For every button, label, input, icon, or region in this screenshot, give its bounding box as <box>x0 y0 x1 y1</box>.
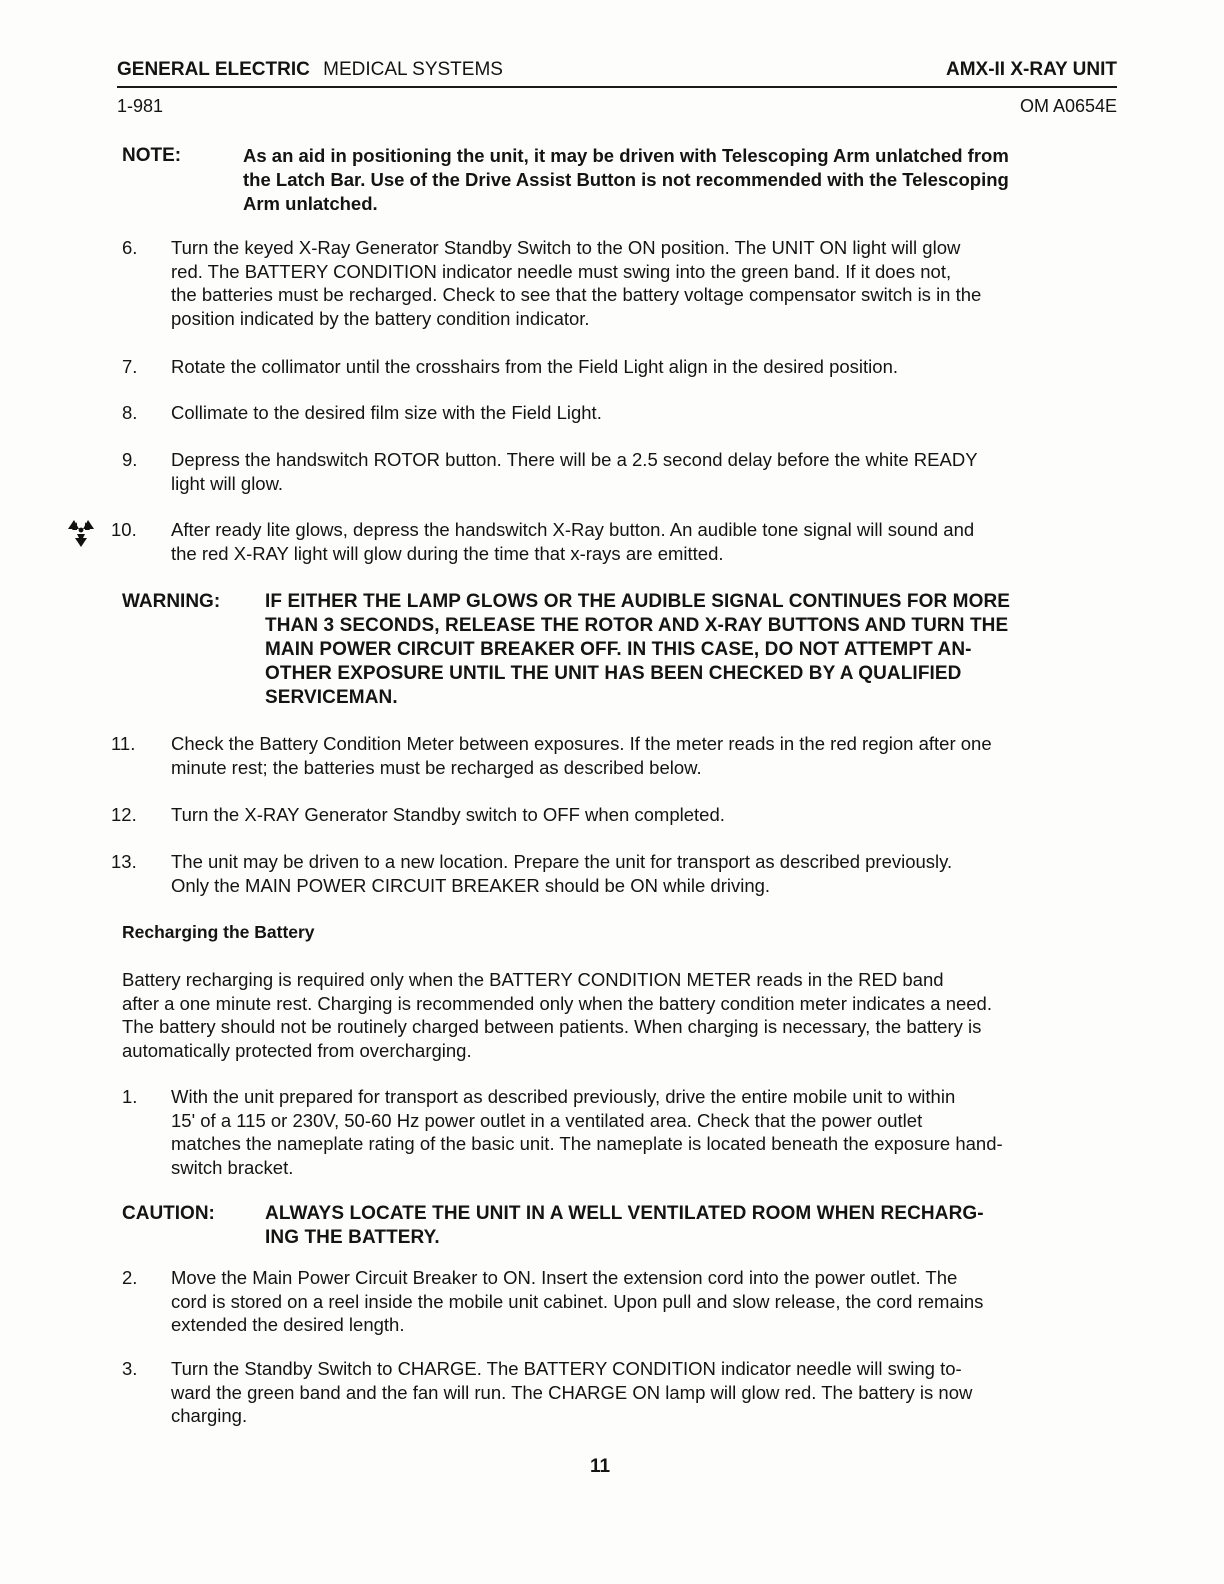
step-text <box>171 732 1121 779</box>
product-name: AMX-II X-RAY UNIT <box>945 59 1117 80</box>
warning-text <box>265 590 1115 710</box>
division-name: MEDICAL SYSTEMS <box>323 59 503 80</box>
step-text <box>171 355 1121 379</box>
text-line: cord is stored on a reel inside the mobile unit cabinet. Upon pull and slow release, the cord remains <box>171 1290 984 1312</box>
step-number: 12. <box>111 804 137 825</box>
step-number: 2. <box>122 1267 138 1288</box>
text-line: The unit may be driven to a new location. Prepare the unit for transport as described previously. <box>171 851 953 872</box>
text-line: Turn the Standby Switch to CHARGE. The BATTERY CONDITION indicator needle will swing to- <box>171 1358 962 1379</box>
text-line: After ready lite glows, depress the handswitch X-Ray button. An audible tone signal will sound and <box>171 519 975 540</box>
warning-label: WARNING: <box>122 591 221 612</box>
text-line: As an aid in positioning the unit, it may be driven with Telescoping Arm unlatched from <box>243 145 1009 166</box>
text-line: Collimate to the desired film size with the Field Light. <box>171 402 602 423</box>
step-number: 6. <box>122 237 138 258</box>
text-line: switch bracket. <box>171 1156 294 1178</box>
page-number: 11 <box>590 1456 611 1477</box>
text-line: Check the Battery Condition Meter between exposures. If the meter reads in the red region after one <box>171 733 992 754</box>
text-line: The battery should not be routinely charged between patients. When charging is necessary, the battery is <box>122 1016 982 1037</box>
step-text <box>171 401 1121 425</box>
text-line: Battery recharging is required only when the BATTERY CONDITION METER reads in the RED band <box>122 969 944 990</box>
text-line: Turn the X-RAY Generator Standby switch to OFF when completed. <box>171 804 725 825</box>
radiation-trefoil-icon <box>68 516 110 550</box>
text-line: ALWAYS LOCATE THE UNIT IN A WELL VENTILATED ROOM WHEN RECHARG- <box>265 1203 984 1224</box>
step-text <box>171 518 1121 565</box>
text-line: light will glow. <box>171 472 284 494</box>
text-line: matches the nameplate rating of the basic unit. The nameplate is located beneath the exposure hand- <box>171 1133 1003 1154</box>
text-line: Rotate the collimator until the crosshairs from the Field Light align in the desired position. <box>171 356 899 377</box>
text-line: position indicated by the battery condition indicator. <box>171 307 590 329</box>
step-number: 3. <box>122 1358 138 1379</box>
text-line: the batteries must be recharged. Check to see that the battery voltage compensator switch is in the <box>171 284 982 305</box>
text-line: ING THE BATTERY. <box>265 1227 440 1248</box>
text-line: SERVICEMAN. <box>265 687 398 708</box>
header-rule <box>117 86 1117 88</box>
text-line: automatically protected from overcharging. <box>122 1039 472 1061</box>
section-paragraph <box>122 968 1122 1062</box>
text-line: Only the MAIN POWER CIRCUIT BREAKER should be ON while driving. <box>171 874 771 896</box>
section-heading: Recharging the Battery <box>122 922 315 942</box>
caution-label: CAUTION: <box>122 1203 215 1224</box>
text-line: With the unit prepared for transport as described previously, drive the entire mobile unit to within <box>171 1086 956 1107</box>
step-number: 7. <box>122 356 138 377</box>
text-line: extended the desired length. <box>171 1314 405 1335</box>
doc-number: OM A0654E <box>1019 96 1117 116</box>
step-number: 10. <box>111 519 137 540</box>
text-line: the red X-RAY light will glow during the time that x-rays are emitted. <box>171 542 724 564</box>
text-line: ward the green band and the fan will run. The CHARGE ON lamp will glow red. The battery is now <box>171 1381 973 1403</box>
text-line: IF EITHER THE LAMP GLOWS OR THE AUDIBLE SIGNAL CONTINUES FOR MORE <box>265 591 1011 612</box>
step-number: 13. <box>111 851 137 872</box>
step-text <box>171 850 1121 897</box>
step-number: 11. <box>111 733 136 754</box>
text-line: Move the Main Power Circuit Breaker to ON. Insert the extension cord into the power outlet. The <box>171 1267 958 1288</box>
text-line: THAN 3 SECONDS, RELEASE THE ROTOR AND X-RAY BUTTONS AND TURN THE <box>265 615 1009 636</box>
text-line: Turn the keyed X-Ray Generator Standby Switch to the ON position. The UNIT ON light will glow <box>171 237 961 258</box>
text-line: Depress the handswitch ROTOR button. There will be a 2.5 second delay before the white READY <box>171 449 978 470</box>
text-line: minute rest; the batteries must be recharged as described below. <box>171 756 702 778</box>
text-line: OTHER EXPOSURE UNTIL THE UNIT HAS BEEN CHECKED BY A QUALIFIED <box>265 663 962 684</box>
text-line: charging. <box>171 1405 248 1426</box>
step-number: 8. <box>122 402 138 423</box>
step-text <box>171 803 1121 827</box>
step-text <box>171 1266 1121 1337</box>
note-text <box>243 144 1103 216</box>
step-text <box>171 448 1121 495</box>
step-number: 9. <box>122 449 138 470</box>
text-line: red. The BATTERY CONDITION indicator needle must swing into the green band. If it does not, <box>171 260 952 282</box>
step-text <box>171 1357 1121 1428</box>
caution-text <box>265 1202 1115 1250</box>
text-line: after a one minute rest. Charging is recommended only when the battery condition meter indicates a need. <box>122 992 992 1014</box>
text-line: Arm unlatched. <box>243 193 378 214</box>
step-text <box>171 236 1121 330</box>
date-code: 1-981 <box>117 96 164 116</box>
note-label: NOTE: <box>122 145 182 166</box>
step-number: 1. <box>122 1086 138 1107</box>
text-line: the Latch Bar. Use of the Drive Assist Button is not recommended with the Telescoping <box>243 169 1009 190</box>
text-line: 15' of a 115 or 230V, 50-60 Hz power outlet in a ventilated area. Check that the power outlet <box>171 1109 923 1131</box>
step-text <box>171 1085 1121 1179</box>
company-name: GENERAL ELECTRIC <box>117 59 310 80</box>
header-left <box>117 59 503 81</box>
text-line: MAIN POWER CIRCUIT BREAKER OFF. IN THIS CASE, DO NOT ATTEMPT AN- <box>265 639 972 660</box>
